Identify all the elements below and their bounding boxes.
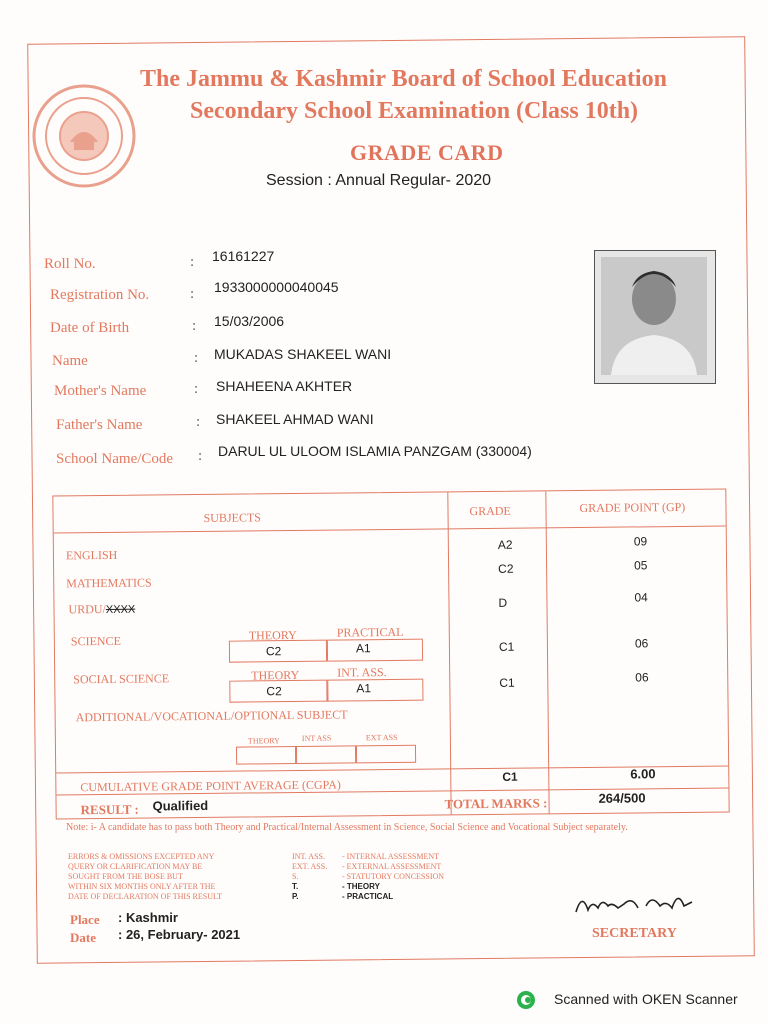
result-value: Qualified	[152, 797, 209, 814]
table-cgpa-divider	[56, 765, 728, 773]
subjects-header: SUBJECTS	[203, 510, 261, 525]
additional-theory-box	[236, 746, 296, 765]
gp-urdu: 04	[634, 590, 648, 605]
errors-line: ERRORS & OMISSIONS EXCEPTED ANY	[68, 852, 215, 861]
additional-subject-label: ADDITIONAL/VOCATIONAL/OPTIONAL SUBJECT	[75, 707, 348, 725]
roll-label: Roll No.	[44, 256, 96, 272]
science-practical-grade: A1	[355, 641, 371, 656]
legend-value: - EXTERNAL ASSESSMENT	[342, 862, 442, 871]
mother-name-value: SHAHEENA AKHTER	[216, 378, 353, 394]
grade-header: GRADE	[469, 503, 511, 519]
social-theory-grade: C2	[266, 684, 282, 699]
subject-mathematics: MATHEMATICS	[66, 575, 152, 591]
father-name-colon: :	[196, 414, 201, 430]
additional-theory-label: THEORY	[247, 736, 280, 746]
roll-value: 16161227	[212, 248, 275, 264]
mother-name-label: Mother's Name	[54, 383, 147, 399]
errors-line: WITHIN SIX MONTHS ONLY AFTER THE	[68, 882, 216, 891]
grade-point-header: GRADE POINT (GP)	[579, 499, 686, 516]
father-name-label: Father's Name	[56, 417, 143, 433]
additional-int-box	[296, 745, 356, 764]
mother-name-colon: :	[194, 381, 199, 397]
legend-key: EXT. ASS.	[292, 862, 328, 871]
social-int-box	[327, 679, 423, 702]
secretary-signature-icon	[572, 886, 696, 920]
abbreviation-legend	[292, 852, 444, 902]
science-theory-label: THEORY	[248, 627, 297, 643]
legend-item	[292, 852, 444, 862]
board-name-heading: The Jammu & Kashmir Board of School Education	[140, 66, 667, 92]
gp-mathematics: 05	[634, 558, 648, 573]
gp-science: 06	[634, 636, 649, 651]
legend-value: - THEORY	[342, 882, 380, 891]
place-value: : Kashmir	[118, 910, 178, 925]
exam-name-heading: Secondary School Examination (Class 10th)	[190, 98, 639, 124]
social-int-label: INT. ASS.	[337, 665, 387, 680]
legend-key: INT. ASS.	[292, 852, 325, 861]
grade-science: C1	[498, 639, 515, 654]
registration-value: 1933000000040045	[214, 279, 339, 295]
errors-line: DATE OF DECLARATION OF THIS RESULT	[68, 892, 223, 901]
legend-key: T.	[292, 882, 299, 891]
school-value: DARUL UL ULOOM ISLAMIA PANZGAM (330004)	[218, 443, 532, 459]
school-colon: :	[198, 448, 203, 464]
father-name-value: SHAKEEL AHMAD WANI	[216, 411, 374, 427]
grade-social-science: C1	[499, 675, 515, 690]
science-practical-box	[327, 639, 423, 662]
gp-english: 09	[633, 534, 648, 549]
pass-note: Note: i- A candidate has to pass both Theory and Practical/Internal Assessment in Science, Social Science and Vocational Subject separately.	[66, 822, 628, 833]
subject-science: SCIENCE	[70, 633, 121, 649]
table-col-divider-1	[447, 492, 451, 814]
secretary-title: SECRETARY	[592, 926, 677, 941]
legend-value: - STATUTORY CONCESSION	[342, 872, 445, 881]
social-theory-box	[229, 680, 327, 703]
name-label: Name	[52, 353, 88, 369]
social-int-grade: A1	[356, 681, 372, 696]
grade-mathematics: C2	[498, 561, 514, 576]
dob-colon: :	[192, 318, 197, 334]
scanner-logo-icon	[516, 990, 536, 1010]
session-text: Session : Annual Regular- 2020	[266, 172, 492, 189]
additional-ext-label: EXT ASS	[365, 732, 398, 743]
date-label: Date	[70, 930, 96, 945]
grade-card-title: GRADE CARD	[350, 140, 504, 165]
errors-line: QUERY OR CLARIFICATION MAY BE	[68, 862, 203, 871]
legend-item	[292, 862, 444, 872]
grades-table	[52, 488, 729, 819]
subject-urdu-label: URDU/	[68, 601, 106, 617]
name-value: MUKADAS SHAKEEL WANI	[214, 346, 392, 362]
errors-disclaimer	[68, 852, 222, 902]
legend-item	[292, 882, 444, 892]
errors-line: SOUGHT FROM THE BOSE BUT	[68, 872, 183, 881]
social-theory-label: THEORY	[251, 667, 300, 683]
legend-value: - PRACTICAL	[342, 892, 394, 901]
subject-social-science: SOCIAL SCIENCE	[73, 671, 170, 687]
gp-social-science: 06	[635, 670, 649, 685]
registration-colon: :	[190, 286, 195, 302]
board-seal-icon	[30, 82, 138, 190]
date-value: : 26, February- 2021	[118, 927, 241, 942]
legend-item	[292, 872, 444, 882]
legend-key: P.	[292, 892, 299, 901]
scanner-watermark: Scanned with OKEN Scanner	[554, 991, 738, 1007]
portrait-icon	[601, 257, 707, 375]
roll-colon: :	[190, 254, 195, 270]
science-theory-grade: C2	[265, 644, 282, 659]
name-colon: :	[194, 350, 199, 366]
legend-key: S.	[292, 872, 299, 881]
subject-urdu-struck: XXXX	[105, 603, 136, 616]
legend-item	[292, 892, 444, 902]
dob-value: 15/03/2006	[214, 313, 285, 329]
cgpa-value: 6.00	[630, 766, 656, 782]
grade-urdu: D	[498, 595, 508, 610]
total-marks-value: 264/500	[598, 790, 646, 806]
registration-label: Registration No.	[50, 287, 150, 303]
subject-english: ENGLISH	[65, 547, 118, 563]
science-practical-label: PRACTICAL	[336, 624, 404, 640]
science-theory-box	[229, 640, 327, 663]
student-photo	[594, 250, 716, 384]
additional-int-label: INT ASS	[301, 733, 332, 743]
grade-english: A2	[497, 537, 513, 552]
table-header-divider	[54, 525, 726, 533]
table-col-divider-2	[545, 491, 549, 813]
place-label: Place	[70, 912, 100, 927]
additional-ext-box	[356, 745, 416, 764]
subject-urdu	[68, 602, 135, 618]
total-marks-label: TOTAL MARKS :	[444, 795, 548, 812]
school-label: School Name/Code	[56, 451, 174, 467]
result-label: RESULT :	[80, 801, 139, 818]
legend-value: - INTERNAL ASSESSMENT	[342, 852, 440, 861]
dob-label: Date of Birth	[50, 320, 130, 336]
cgpa-grade: C1	[502, 769, 518, 784]
cgpa-label: CUMULATIVE GRADE POINT AVERAGE (CGPA)	[80, 777, 341, 795]
